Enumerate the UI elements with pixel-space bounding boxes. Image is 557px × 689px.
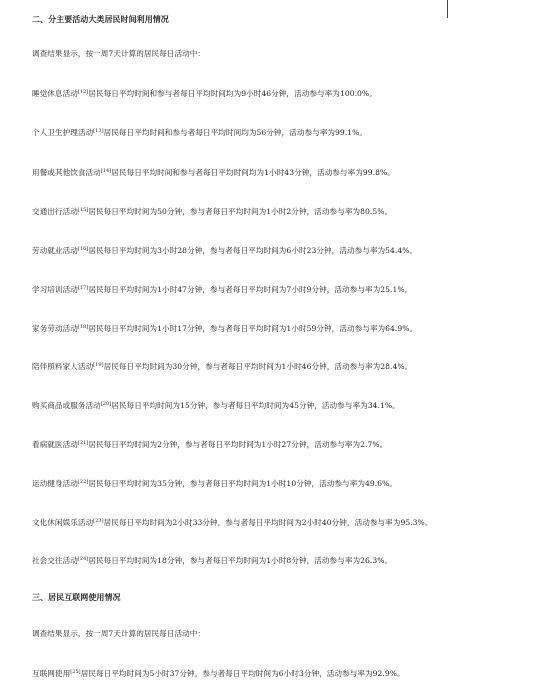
activity-name: 个人卫生护理活动 (32, 128, 94, 137)
paragraph (32, 125, 537, 139)
paragraph (32, 321, 537, 335)
activity-stats: 居民每日平均时间为35分钟，参与者每日平均时间为1小时10分钟，活动参与率为49.6%。 (88, 479, 398, 488)
footnote-ref: [24] (77, 556, 89, 562)
paragraph (32, 86, 537, 100)
activity-stats: 居民每日平均时间和参与者每日平均时间均为9小时46分钟，活动参与率为100.0%。 (88, 89, 377, 98)
activity-name: 购买商品或服务活动 (32, 401, 101, 410)
activity-stats: 居民每日平均时间为18分钟，参与者每日平均时间为1小时8分钟，活动参与率为26.3%。 (88, 556, 393, 565)
footnote-ref: [15] (77, 207, 89, 213)
activity-stats: 居民每日平均时间为1小时47分钟，参与者每日平均时间为7小时9分钟，活动参与率为25.1%。 (88, 285, 413, 294)
section2-heading: 二、分主要活动大类居民时间利用情况 (32, 14, 169, 24)
activity-name: 运动健身活动 (32, 479, 78, 488)
activity-name: 家务劳动活动 (32, 324, 78, 333)
footnote-ref: [14] (100, 168, 112, 174)
activity-stats: 居民每日平均时间为1小时17分钟，参与者每日平均时间为1小时59分钟，活动参与率为64.9%。 (88, 324, 418, 333)
activity-name: 文化休闲娱乐活动 (32, 518, 94, 527)
section3-heading: 三、居民互联网使用情况 (32, 592, 121, 602)
paragraph (32, 398, 537, 412)
activity-stats: 居民每日平均时间和参与者每日平均时间均为56分钟，活动参与率为99.1%。 (103, 128, 368, 137)
footnote-ref: [19] (93, 362, 104, 368)
section2-intro: 调查结果显示，按一周7天计算的居民每日活动中： (32, 49, 206, 58)
activity-stats: 居民每日平均时间为2分钟，参与者每日平均时间为1小时27分钟，活动参与率为2.7%。 (88, 440, 388, 449)
footnote-ref: [25] (70, 669, 81, 675)
paragraph (32, 282, 537, 296)
footnote-ref: [18] (77, 324, 89, 330)
footnote-ref: [17] (77, 285, 89, 291)
paragraph (32, 553, 537, 567)
activity-stats: 居民每日平均时间和参与者每日平均时间均为1小时43分钟，活动参与率为99.8%。 (111, 168, 395, 177)
paragraph (32, 437, 537, 451)
footnote-ref: [16] (77, 246, 89, 252)
footnote-ref: [13] (93, 128, 104, 134)
paragraph (32, 204, 537, 218)
activity-name: 睡觉休息活动 (32, 89, 78, 98)
activity-stats: 居民每日平均时间为2小时33分钟，参与者每日平均时间为2小时40分钟，活动参与率为95.3%。 (103, 518, 433, 527)
activity-name: 看病就医活动 (32, 440, 78, 449)
footnote-ref: [12] (77, 89, 89, 95)
activity-name: 互联网使用 (32, 669, 71, 678)
activity-name: 用餐或其他饮食活动 (32, 168, 101, 177)
activity-stats: 居民每日平均时间为3小时28分钟，参与者每日平均时间为6小时23分钟，活动参与率为54.4%。 (88, 246, 418, 255)
activity-stats: 居民每日平均时间为15分钟，参与者每日平均时间为45分钟，活动参与率为34.1%。 (111, 401, 400, 410)
section3-intro: 调查结果显示，按一周7天计算的居民每日活动中： (32, 629, 206, 638)
activity-name: 交通出行活动 (32, 207, 78, 216)
paragraph (32, 165, 537, 179)
activity-stats: 居民每日平均时间为30分钟，参与者每日平均时间为1小时46分钟，活动参与率为28.4%。 (103, 362, 413, 371)
paragraph (32, 476, 537, 490)
activity-name: 学习培训活动 (32, 285, 78, 294)
paragraph (32, 359, 537, 373)
activity-name: 劳动就业活动 (32, 246, 78, 255)
footnote-ref: [21] (77, 440, 89, 446)
paragraph (32, 243, 537, 257)
activity-stats: 居民每日平均时间为50分钟，参与者每日平均时间为1小时2分钟，活动参与率为80.5%。 (88, 207, 393, 216)
footnote-ref: [23] (93, 518, 104, 524)
footnote-ref: [20] (100, 401, 112, 407)
footnote-ref: [22] (77, 479, 89, 485)
activity-stats: 居民每日平均时间为5小时37分钟，参与者每日平均时间为6小时3分钟，活动参与率为92.9%。 (80, 669, 405, 678)
paragraph (32, 515, 537, 529)
activity-name: 陪伴照料家人活动 (32, 362, 94, 371)
paragraph (32, 666, 537, 680)
activity-name: 社会交往活动 (32, 556, 78, 565)
